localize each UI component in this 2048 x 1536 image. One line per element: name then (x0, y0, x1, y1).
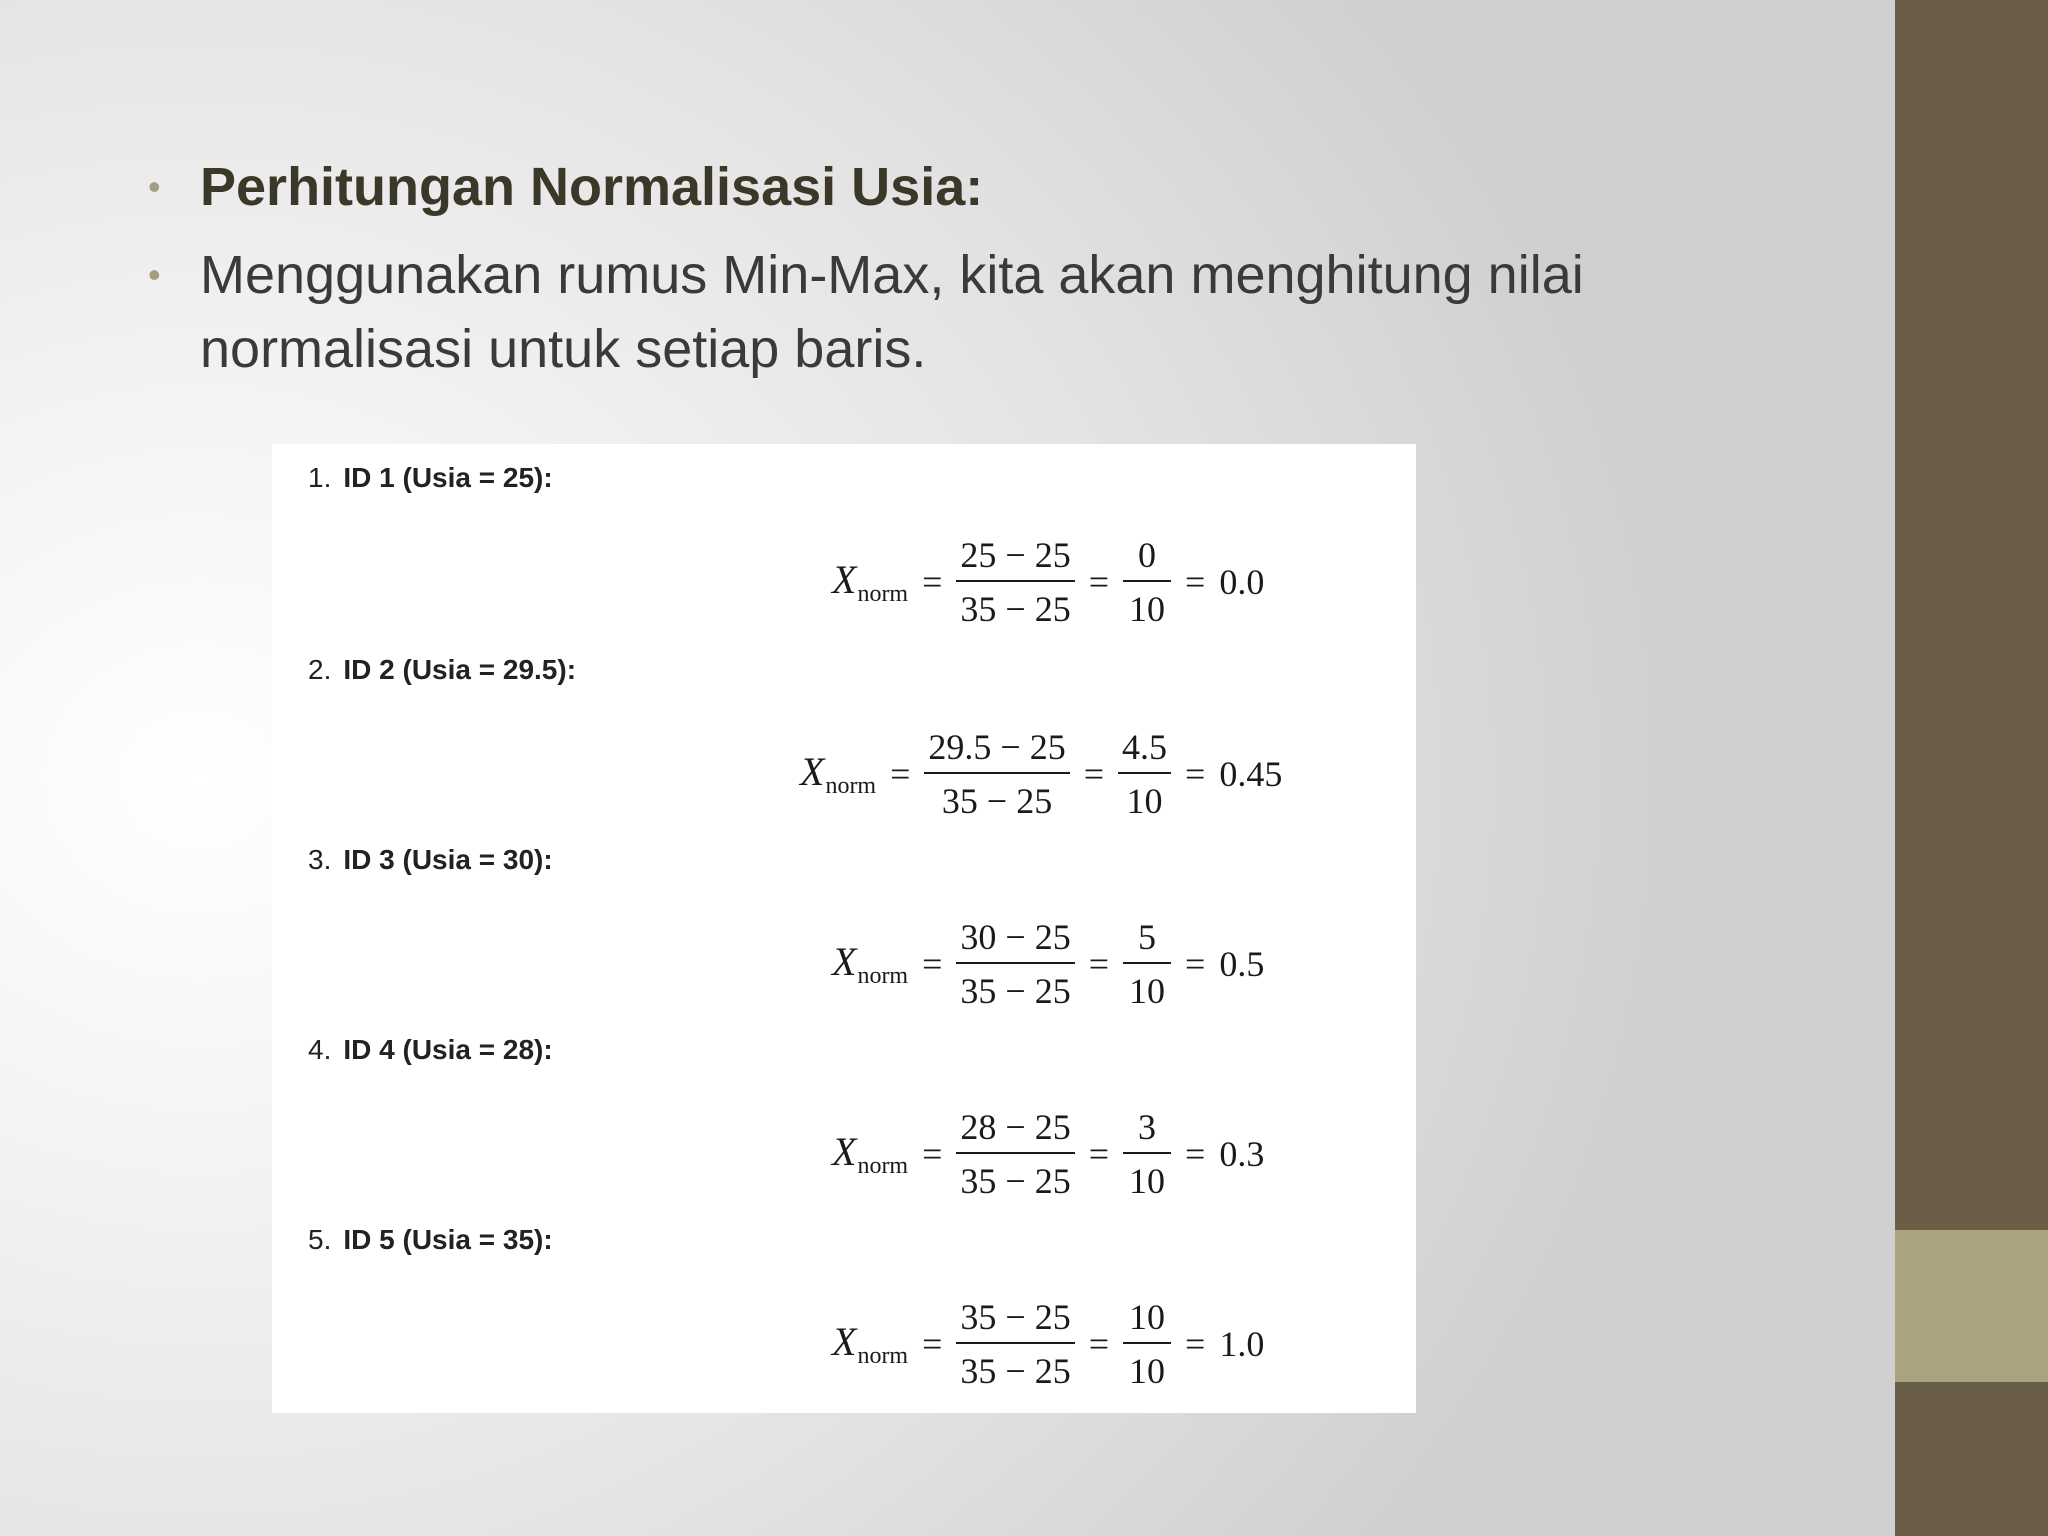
result: 0.0 (1219, 562, 1265, 602)
fraction: $\frac{25 - 25}{35 - 25}$ (956, 534, 1074, 630)
calc-label-1: 1. ID 1 (Usia = 25): (308, 462, 553, 493)
bullet-text: Perhitungan Normalisasi Usia: (200, 157, 984, 217)
result: 1.0 (1219, 1324, 1265, 1364)
bullet-item-description (148, 238, 1748, 386)
variable: $X_{norm}$ (832, 1129, 909, 1179)
result: 0.3 (1219, 1134, 1265, 1174)
fraction: $\frac{29.5 - 25}{35 - 25}$ (924, 726, 1069, 822)
fraction: $\frac{4.5}{10}$ (1118, 726, 1171, 822)
slide-bullet-list (148, 150, 1748, 400)
calc-label-3: 3. ID 3 (Usia = 30): (308, 844, 553, 875)
calc-label-2: 2. ID 2 (Usia = 29.5): (308, 654, 577, 685)
fraction: $\frac{28 - 25}{35 - 25}$ (956, 1106, 1074, 1202)
bullet-text: Menggunakan rumus Min-Max, kita akan menghitung nilai normalisasi untuk setiap baris. (200, 245, 1584, 379)
fraction: $\frac{30 - 25}{35 - 25}$ (956, 916, 1074, 1012)
bullet-dot-icon: • (148, 166, 161, 207)
calc-label-5: 5. ID 5 (Usia = 35): (308, 1224, 553, 1255)
fraction: $\frac{5}{10}$ (1123, 916, 1171, 1012)
fraction: $\frac{35 - 25}{35 - 25}$ (956, 1296, 1074, 1392)
calc-label-4: 4. ID 4 (Usia = 28): (308, 1034, 553, 1065)
fraction: $\frac{10}{10}$ (1123, 1296, 1171, 1392)
result: 0.45 (1219, 754, 1283, 794)
variable: $X_{norm}$ (832, 939, 909, 989)
fraction: $\frac{0}{10}$ (1123, 534, 1171, 630)
equation-4: $X_{norm}$ = $\frac{28 - 25}{35 - 25}$ = $\frac{3}{10}$ = 0.3 (832, 1107, 1265, 1201)
equation-2: $X_{norm}$ = $\frac{29.5 - 25}{35 - 25}$ = $\frac{4.5}{10}$ = 0.45 (800, 727, 1283, 821)
slide-sidebar-accent (1895, 1230, 2048, 1382)
equation-5: $X_{norm}$ = $\frac{35 - 25}{35 - 25}$ = $\frac{10}{10}$ = 1.0 (832, 1297, 1265, 1391)
result: 0.5 (1219, 944, 1265, 984)
bullet-dot-icon: • (148, 254, 161, 295)
bullet-item-title (148, 150, 1748, 224)
variable: $X_{norm}$ (832, 1319, 909, 1369)
variable: $X_{norm}$ (832, 557, 909, 607)
formula-image-panel (272, 444, 1416, 1413)
variable: $X_{norm}$ (800, 749, 877, 799)
fraction: $\frac{3}{10}$ (1123, 1106, 1171, 1202)
equation-3: $X_{norm}$ = $\frac{30 - 25}{35 - 25}$ = $\frac{5}{10}$ = 0.5 (832, 917, 1265, 1011)
equation-1: $X_{norm}$ = $\frac{25 - 25}{35 - 25}$ = $\frac{0}{10}$ = 0.0 (832, 535, 1265, 629)
